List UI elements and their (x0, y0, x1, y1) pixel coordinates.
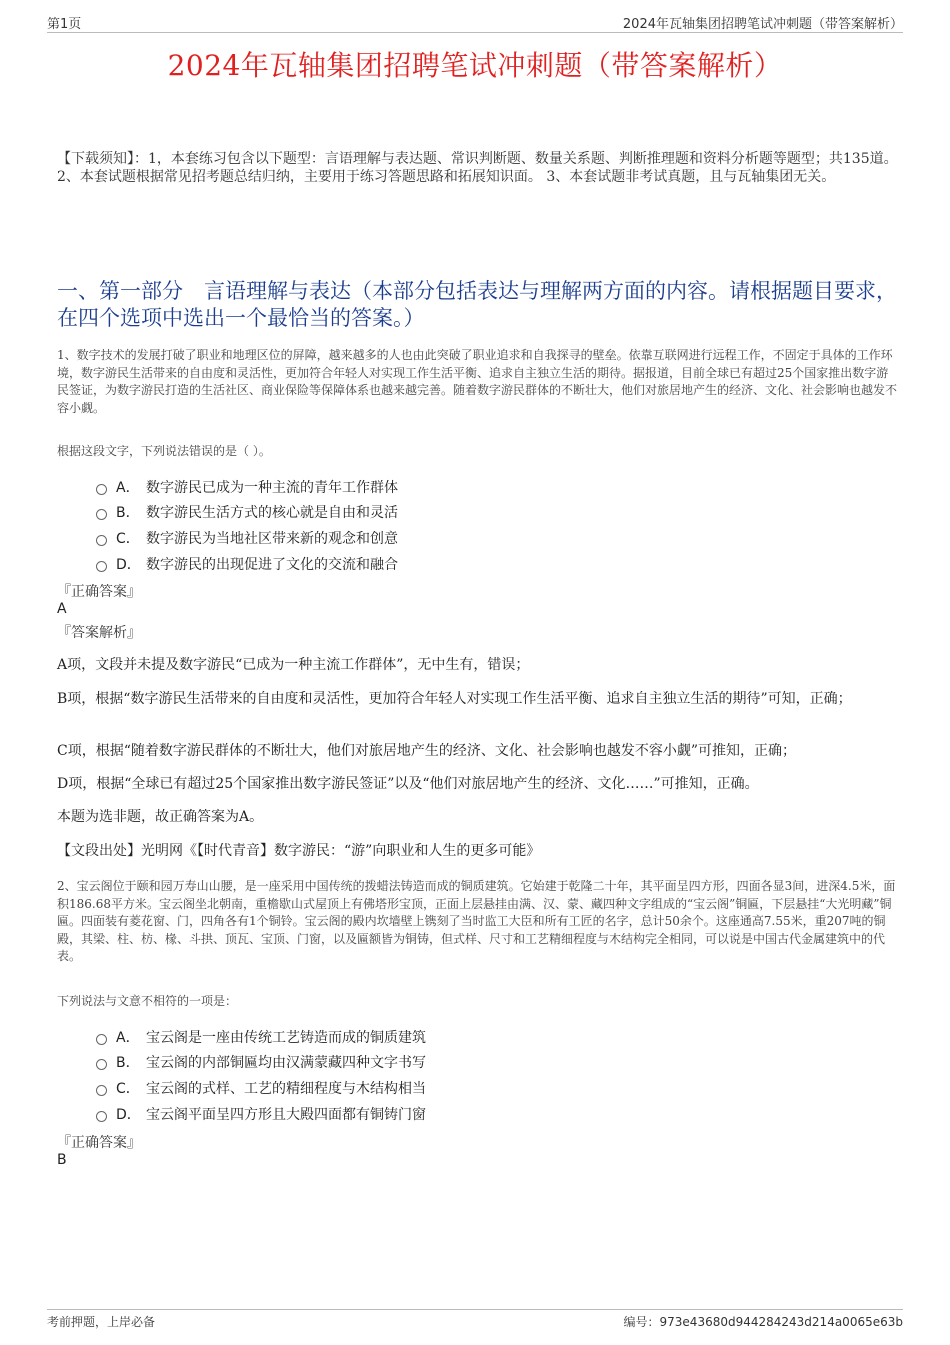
q1-option-a[interactable] (96, 477, 398, 497)
q1-analysis-tag: 『答案解析』 (57, 625, 141, 641)
radio-icon[interactable] (96, 1059, 107, 1070)
q1-option-c[interactable] (96, 528, 398, 548)
download-notice: 【下载须知】：1，本套练习包含以下题型：言语理解与表达题、常识判断题、数量关系题、判断推理题和资料分析题等题型；共135道。 2、本套试题根据常见招考题总结归纳，主要用于练习答题思路和拓展知识面。 3、本套试题非考试真题，且与瓦轴集团无关。 (57, 151, 898, 185)
option-text: 数字游民生活方式的核心就是自由和灵活 (146, 505, 398, 521)
option-letter: C． (116, 1081, 140, 1097)
q2-option-b[interactable] (96, 1052, 426, 1072)
radio-icon[interactable] (96, 484, 107, 495)
q2-option-a[interactable] (96, 1027, 426, 1047)
q1-source: 【文段出处】光明网《【时代青音】数字游民：“游”向职业和人生的更多可能》 (57, 843, 541, 859)
option-text: 数字游民的出现促进了文化的交流和融合 (146, 557, 398, 573)
radio-icon[interactable] (96, 509, 107, 520)
question-1-prompt: 根据这段文字，下列说法错误的是（ ）。 (57, 444, 271, 458)
q1-analysis-d: D项，根据“全球已有超过25个国家推出数字游民签证”以及“他们对旅居地产生的经济、文化……”可推知，正确。 (57, 776, 759, 792)
radio-icon[interactable] (96, 1085, 107, 1096)
radio-icon[interactable] (96, 535, 107, 546)
option-text: 宝云阁是一座由传统工艺铸造而成的铜质建筑 (146, 1030, 426, 1046)
question-1-passage: 1、数字技术的发展打破了职业和地理区位的屏障，越来越多的人也由此突破了职业追求和自我探寻的壁垒。依靠互联网进行远程工作，不固定于具体的工作环境，数字游民生活带来的自由度和灵活性，更加符合年轻人对实现工作生活平衡、追求自主独立生活的期待。据报道，目前全球已有超过25个国家推出数字游民签证，为数字游民打造的生活社区、商业保险等保障体系也越来越完善。随着数字游民群体的不断壮大，他们对旅居地产生的经济、文化、社会影响也越发不容小觑。 (57, 348, 898, 415)
q1-option-d[interactable] (96, 554, 398, 574)
option-text: 数字游民已成为一种主流的青年工作群体 (146, 480, 398, 496)
q1-option-b[interactable] (96, 502, 398, 522)
option-text: 数字游民为当地社区带来新的观念和创意 (146, 531, 398, 547)
option-letter: A． (116, 480, 140, 496)
option-letter: D． (116, 557, 141, 573)
q1-analysis-a: A项，文段并未提及数字游民“已成为一种主流工作群体”，无中生有，错误； (57, 657, 530, 673)
q2-answer-tag: 『正确答案』 (57, 1135, 141, 1151)
q2-answer: B (57, 1152, 67, 1168)
page-header-left: 第1页 (47, 17, 82, 32)
q1-answer-tag: 『正确答案』 (57, 584, 141, 600)
question-2-prompt: 下列说法与文意不相符的一项是： (57, 994, 238, 1008)
q2-option-d[interactable] (96, 1104, 426, 1124)
option-letter: B． (116, 505, 140, 521)
option-letter: A． (116, 1030, 140, 1046)
footer-divider (47, 1309, 903, 1310)
header-divider (47, 32, 903, 33)
option-letter: B． (116, 1055, 140, 1071)
option-letter: D． (116, 1107, 141, 1123)
option-text: 宝云阁的内部铜匾均由汉满蒙藏四种文字书写 (146, 1055, 426, 1071)
footer-left: 考前押题，上岸必备 (47, 1315, 156, 1329)
page-header-right: 2024年瓦轴集团招聘笔试冲刺题（带答案解析） (622, 17, 903, 32)
radio-icon[interactable] (96, 1111, 107, 1122)
option-text: 宝云阁的式样、工艺的精细程度与木结构相当 (146, 1081, 426, 1097)
q1-answer: A (57, 601, 67, 617)
q2-option-c[interactable] (96, 1078, 426, 1098)
radio-icon[interactable] (96, 1034, 107, 1045)
q1-analysis-b: B项，根据“数字游民生活带来的自由度和灵活性，更加符合年轻人对实现工作生活平衡、追求自主独立生活的期待”可知，正确； (57, 691, 852, 707)
option-letter: C． (116, 531, 140, 547)
question-2-passage: 2、宝云阁位于颐和园万寿山山腰，是一座采用中国传统的拨蜡法铸造而成的铜质建筑。它始建于乾隆二十年，其平面呈四方形，四面各显3间，进深4.5米，面积186.68平方米。宝云阁坐北朝南，重檐歇山式屋顶上有佛塔形宝顶，正面上层悬挂由满、汉、蒙、藏四种文字组成的“宝云阁”铜匾，下层悬挂“大光明藏”铜匾。四面装有菱花窗、门，四角各有1个铜铃。宝云阁的殿内坎墙壁上镌刻了当时监工大臣和所有工匠的名字，总计50余个。这座通高7.55米，重207吨的铜殿，其梁、柱、枋、椽、斗拱、顶瓦、宝顶、门窗，以及匾额皆为铜铸，但式样、尺寸和工艺精细程度与木结构完全相同，可以说是中国古代金属建筑中的代表。 (57, 879, 896, 963)
q1-analysis-conclusion: 本题为选非题，故正确答案为A。 (57, 809, 264, 825)
radio-icon[interactable] (96, 561, 107, 572)
section-heading: 一、第一部分 言语理解与表达（本部分包括表达与理解两方面的内容。请根据题目要求，在四个选项中选出一个最恰当的答案。） (57, 279, 897, 330)
document-title: 2024年瓦轴集团招聘笔试冲刺题（带答案解析） (167, 49, 783, 82)
option-text: 宝云阁平面呈四方形且大殿四面都有铜铸门窗 (146, 1107, 426, 1123)
q1-analysis-c: C项，根据“随着数字游民群体的不断壮大，他们对旅居地产生的经济、文化、社会影响也越发不容小觑”可推知，正确； (57, 743, 797, 759)
footer-right: 编号：973e43680d944284243d214a0065e63b (623, 1315, 903, 1329)
